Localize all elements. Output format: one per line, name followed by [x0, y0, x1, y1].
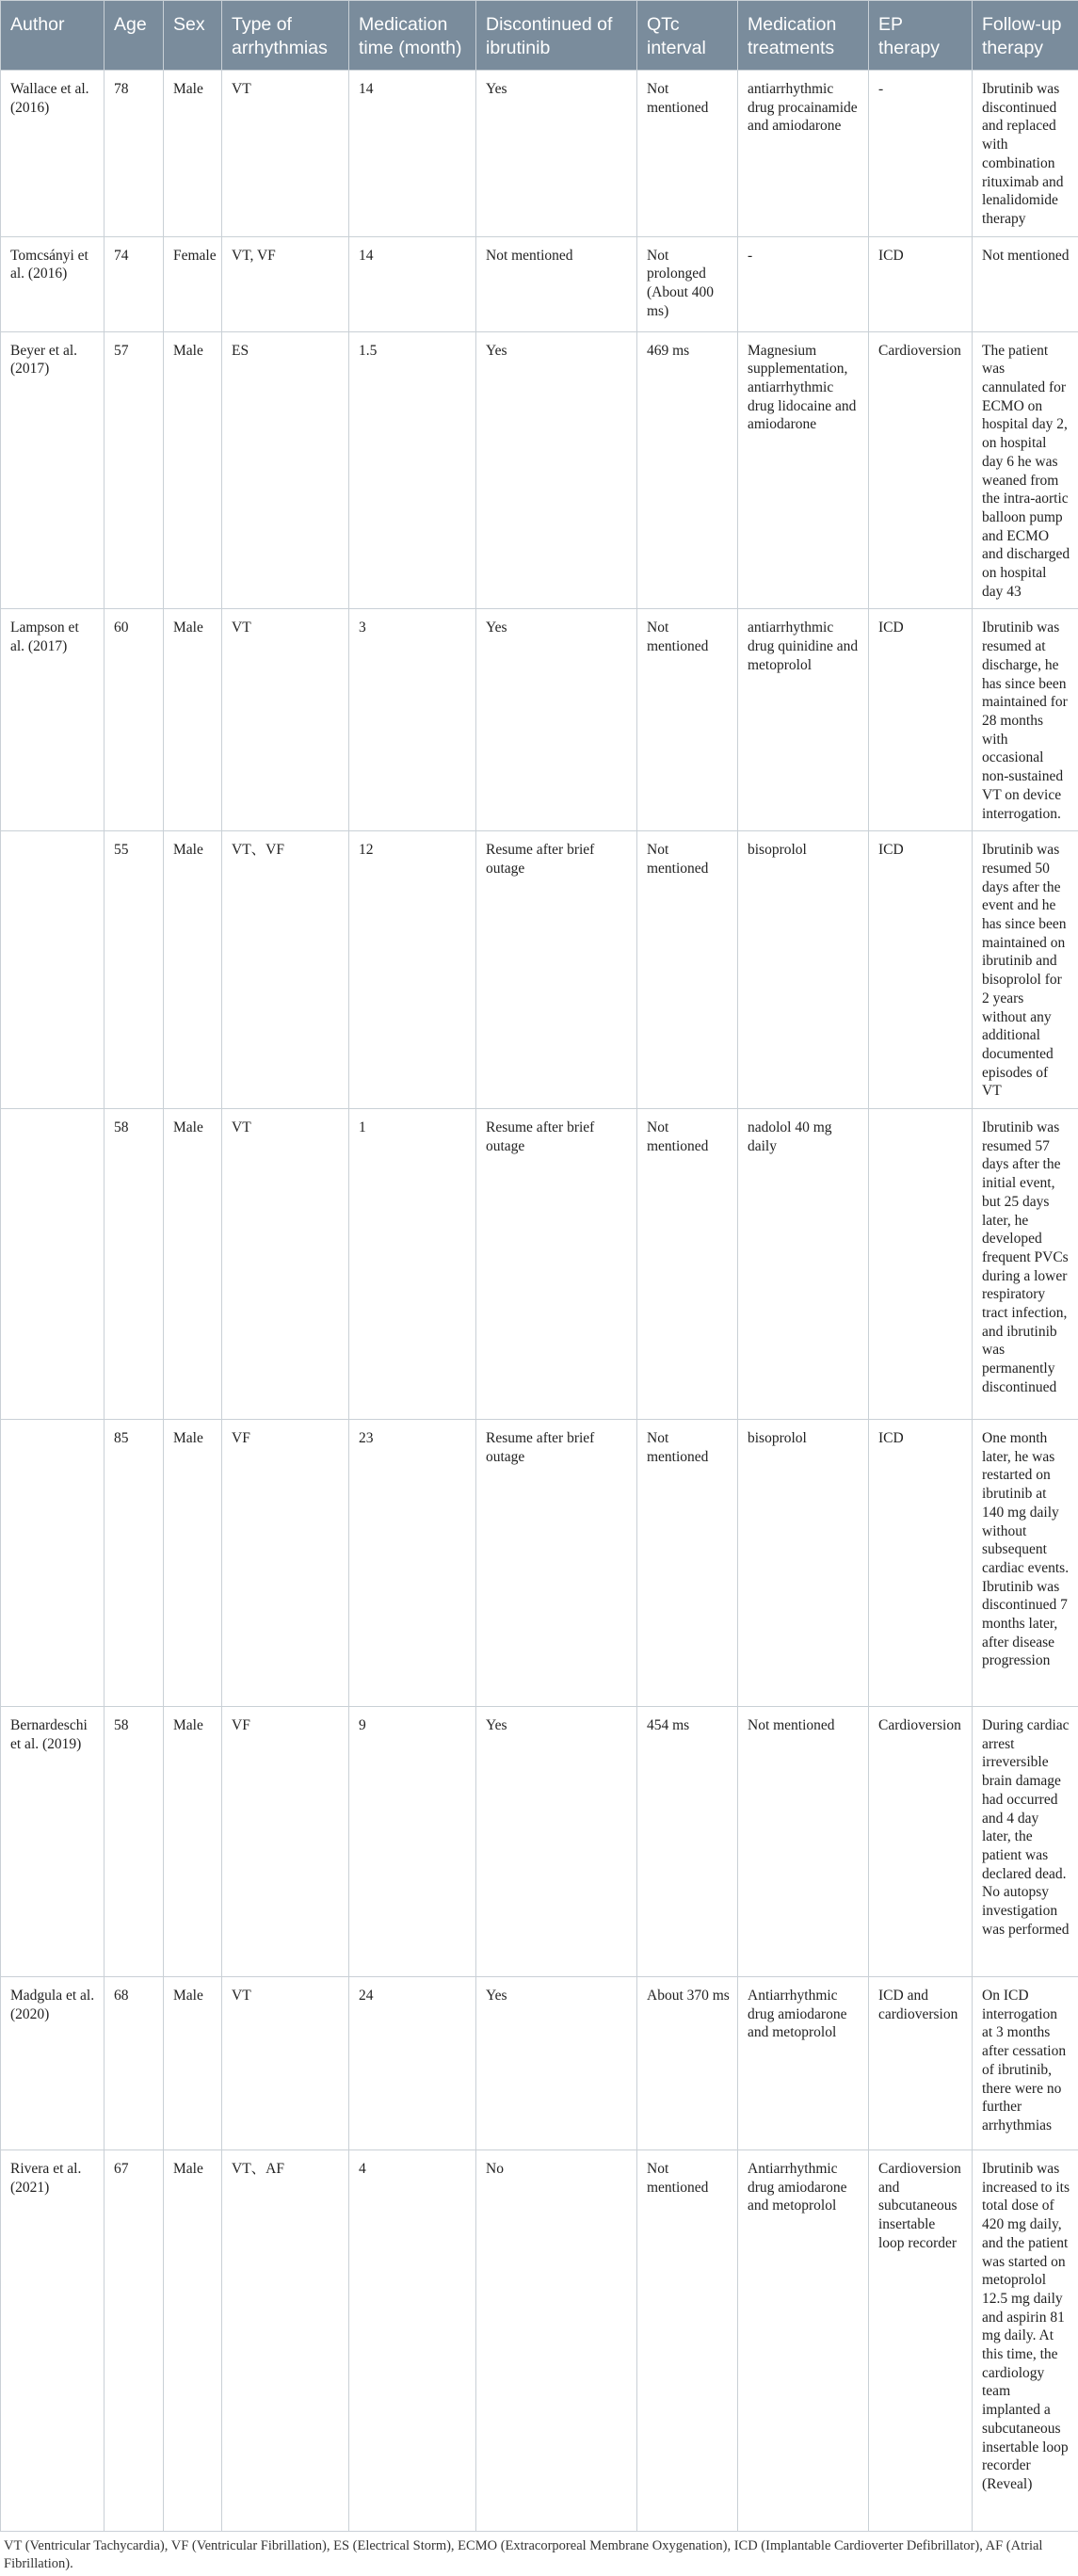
cell-qtc: Not prolonged (About 400 ms) — [637, 236, 738, 331]
cell-age: 78 — [105, 71, 164, 237]
cell-author: Lampson et al. (2017) — [1, 609, 105, 831]
cell-medication-treatments: Antiarrhythmic drug amiodarone and metoprolol — [738, 2150, 869, 2532]
table-footnote: VT (Ventricular Tachycardia), VF (Ventricular Fibrillation), ES (Electrical Storm), ECMO (Extracorporeal Membrane Oxygenation), ICD (Implantable Cardioverter Defibrillator), AF (Atrial Fibrillation). — [4, 2538, 1043, 2572]
table-row — [1, 831, 1078, 1109]
cell-follow-up: On ICD interrogation at 3 months after cessation of ibrutinib, there were no further arrhythmias — [973, 1977, 1078, 2150]
cell-medication-time: 4 — [349, 2150, 476, 2532]
cell-ep-therapy: Cardioversion and subcutaneous insertable loop recorder — [869, 2150, 973, 2532]
cell-medication-time: 1.5 — [349, 331, 476, 609]
cell-follow-up: The patient was cannulated for ECMO on hospital day 2, on hospital day 6 he was weaned from the intra-aortic balloon pump and ECMO and discharged on hospital day 43 — [973, 331, 1078, 609]
cell-sex: Male — [164, 331, 222, 609]
cell-ep-therapy: ICD — [869, 609, 973, 831]
cell-discontinued: Yes — [476, 1977, 637, 2150]
cell-age: 58 — [105, 1109, 164, 1420]
table-row — [1, 71, 1078, 237]
cell-medication-time: 3 — [349, 609, 476, 831]
cell-medication-treatments: Not mentioned — [738, 1707, 869, 1977]
cell-follow-up: During cardiac arrest irreversible brain damage had occurred and 4 day later, the patient was declared dead. No autopsy investigation was performed — [973, 1707, 1078, 1977]
table-row — [1, 331, 1078, 609]
cell-follow-up: Ibrutinib was increased to its total dose of 420 mg daily, and the patient was started on metoprolol 12.5 mg daily and aspirin 81 mg daily. At this time, the cardiology team implanted a subcutaneous insertable loop recorder (Reveal) — [973, 2150, 1078, 2532]
cell-author — [1, 1420, 105, 1707]
cell-author: Rivera et al. (2021) — [1, 2150, 105, 2532]
cell-follow-up: Not mentioned — [973, 236, 1078, 331]
cell-arrhythmia: VT — [222, 609, 349, 831]
cell-qtc: Not mentioned — [637, 71, 738, 237]
cell-age: 60 — [105, 609, 164, 831]
table-row — [1, 2150, 1078, 2532]
cell-arrhythmia: VT、VF — [222, 831, 349, 1109]
cell-arrhythmia: VF — [222, 1707, 349, 1977]
cell-discontinued: Not mentioned — [476, 236, 637, 331]
cell-arrhythmia: VT — [222, 1977, 349, 2150]
cell-medication-treatments: antiarrhythmic drug procainamide and amiodarone — [738, 71, 869, 237]
cell-medication-treatments: - — [738, 236, 869, 331]
cell-age: 57 — [105, 331, 164, 609]
cell-follow-up: Ibrutinib was discontinued and replaced with combination rituximab and lenalidomide therapy — [973, 71, 1078, 237]
cell-arrhythmia: VT, VF — [222, 236, 349, 331]
cell-sex: Male — [164, 609, 222, 831]
cell-sex: Male — [164, 2150, 222, 2532]
cell-follow-up: One month later, he was restarted on ibrutinib at 140 mg daily without subsequent cardiac events. Ibrutinib was discontinued 7 months later, after disease progression — [973, 1420, 1078, 1707]
cell-author — [1, 1109, 105, 1420]
cell-qtc: Not mentioned — [637, 1420, 738, 1707]
cell-author — [1, 831, 105, 1109]
cell-follow-up: Ibrutinib was resumed 57 days after the initial event, but 25 days later, he developed frequent PVCs during a lower respiratory tract infection, and ibrutinib was permanently discontinued — [973, 1109, 1078, 1420]
table-row — [1, 1420, 1078, 1707]
table-row — [1, 236, 1078, 331]
cell-medication-time: 12 — [349, 831, 476, 1109]
cell-ep-therapy: Cardioversion — [869, 1707, 973, 1977]
column-header-medication-treatments: Medication treatments — [738, 1, 869, 71]
cell-sex: Male — [164, 1109, 222, 1420]
cell-sex: Female — [164, 236, 222, 331]
cell-follow-up: Ibrutinib was resumed at discharge, he has since been maintained for 28 months with occasional non-sustained VT on device interrogation. — [973, 609, 1078, 831]
cell-discontinued: Resume after brief outage — [476, 1420, 637, 1707]
cell-medication-treatments: Magnesium supplementation, antiarrhythmic drug lidocaine and amiodarone — [738, 331, 869, 609]
cell-discontinued: Yes — [476, 609, 637, 831]
cell-medication-treatments: antiarrhythmic drug quinidine and metoprolol — [738, 609, 869, 831]
column-header-sex: Sex — [164, 1, 222, 71]
cell-ep-therapy: ICD — [869, 831, 973, 1109]
cell-ep-therapy — [869, 1109, 973, 1420]
cell-medication-treatments: Antiarrhythmic drug amiodarone and metoprolol — [738, 1977, 869, 2150]
cell-qtc: Not mentioned — [637, 1109, 738, 1420]
table-row — [1, 1109, 1078, 1420]
cell-age: 55 — [105, 831, 164, 1109]
cell-arrhythmia: VF — [222, 1420, 349, 1707]
cell-age: 85 — [105, 1420, 164, 1707]
cell-ep-therapy: ICD — [869, 1420, 973, 1707]
cell-ep-therapy: Cardioversion — [869, 331, 973, 609]
column-header-age: Age — [105, 1, 164, 71]
column-header-follow-up: Follow-up therapy — [973, 1, 1078, 71]
cell-discontinued: Yes — [476, 1707, 637, 1977]
cell-author: Bernardeschi et al. (2019) — [1, 1707, 105, 1977]
cell-author: Wallace et al. (2016) — [1, 71, 105, 237]
cell-discontinued: Resume after brief outage — [476, 831, 637, 1109]
cell-discontinued: Yes — [476, 331, 637, 609]
cell-age: 74 — [105, 236, 164, 331]
cell-age: 58 — [105, 1707, 164, 1977]
table-header-row — [1, 1, 1078, 71]
column-header-author: Author — [1, 1, 105, 71]
column-header-discontinued: Discontinued of ibrutinib — [476, 1, 637, 71]
cell-author: Tomcsányi et al. (2016) — [1, 236, 105, 331]
cell-medication-time: 24 — [349, 1977, 476, 2150]
cell-author: Madgula et al. (2020) — [1, 1977, 105, 2150]
cell-author: Beyer et al. (2017) — [1, 331, 105, 609]
cell-medication-time: 14 — [349, 236, 476, 331]
cell-qtc: Not mentioned — [637, 609, 738, 831]
cell-arrhythmia: VT — [222, 71, 349, 237]
cell-sex: Male — [164, 1707, 222, 1977]
cell-discontinued: Yes — [476, 71, 637, 237]
cell-sex: Male — [164, 831, 222, 1109]
cell-discontinued: Resume after brief outage — [476, 1109, 637, 1420]
cell-arrhythmia: VT — [222, 1109, 349, 1420]
table-row — [1, 1707, 1078, 1977]
cell-sex: Male — [164, 1420, 222, 1707]
cell-qtc: Not mentioned — [637, 2150, 738, 2532]
cell-medication-time: 1 — [349, 1109, 476, 1420]
column-header-qtc: QTc interval — [637, 1, 738, 71]
cell-medication-treatments: bisoprolol — [738, 831, 869, 1109]
cell-qtc: Not mentioned — [637, 831, 738, 1109]
table-row — [1, 1977, 1078, 2150]
cell-medication-treatments: bisoprolol — [738, 1420, 869, 1707]
cell-qtc: 454 ms — [637, 1707, 738, 1977]
cell-age: 67 — [105, 2150, 164, 2532]
cell-medication-time: 23 — [349, 1420, 476, 1707]
cell-ep-therapy: ICD — [869, 236, 973, 331]
cell-sex: Male — [164, 71, 222, 237]
cell-qtc: About 370 ms — [637, 1977, 738, 2150]
cell-medication-time: 14 — [349, 71, 476, 237]
cell-sex: Male — [164, 1977, 222, 2150]
cell-medication-treatments: nadolol 40 mg daily — [738, 1109, 869, 1420]
cell-discontinued: No — [476, 2150, 637, 2532]
table-row — [1, 609, 1078, 831]
cell-age: 68 — [105, 1977, 164, 2150]
cell-arrhythmia: ES — [222, 331, 349, 609]
column-header-medication-time: Medication time (month) — [349, 1, 476, 71]
column-header-arrhythmia-type: Type of arrhythmias — [222, 1, 349, 71]
cell-qtc: 469 ms — [637, 331, 738, 609]
cell-medication-time: 9 — [349, 1707, 476, 1977]
cell-ep-therapy: ICD and cardioversion — [869, 1977, 973, 2150]
cell-arrhythmia: VT、AF — [222, 2150, 349, 2532]
cell-ep-therapy: - — [869, 71, 973, 237]
cell-follow-up: Ibrutinib was resumed 50 days after the event and he has since been maintained on ibrutinib and bisoprolol for 2 years without any additional documented episodes of VT — [973, 831, 1078, 1109]
column-header-ep-therapy: EP therapy — [869, 1, 973, 71]
